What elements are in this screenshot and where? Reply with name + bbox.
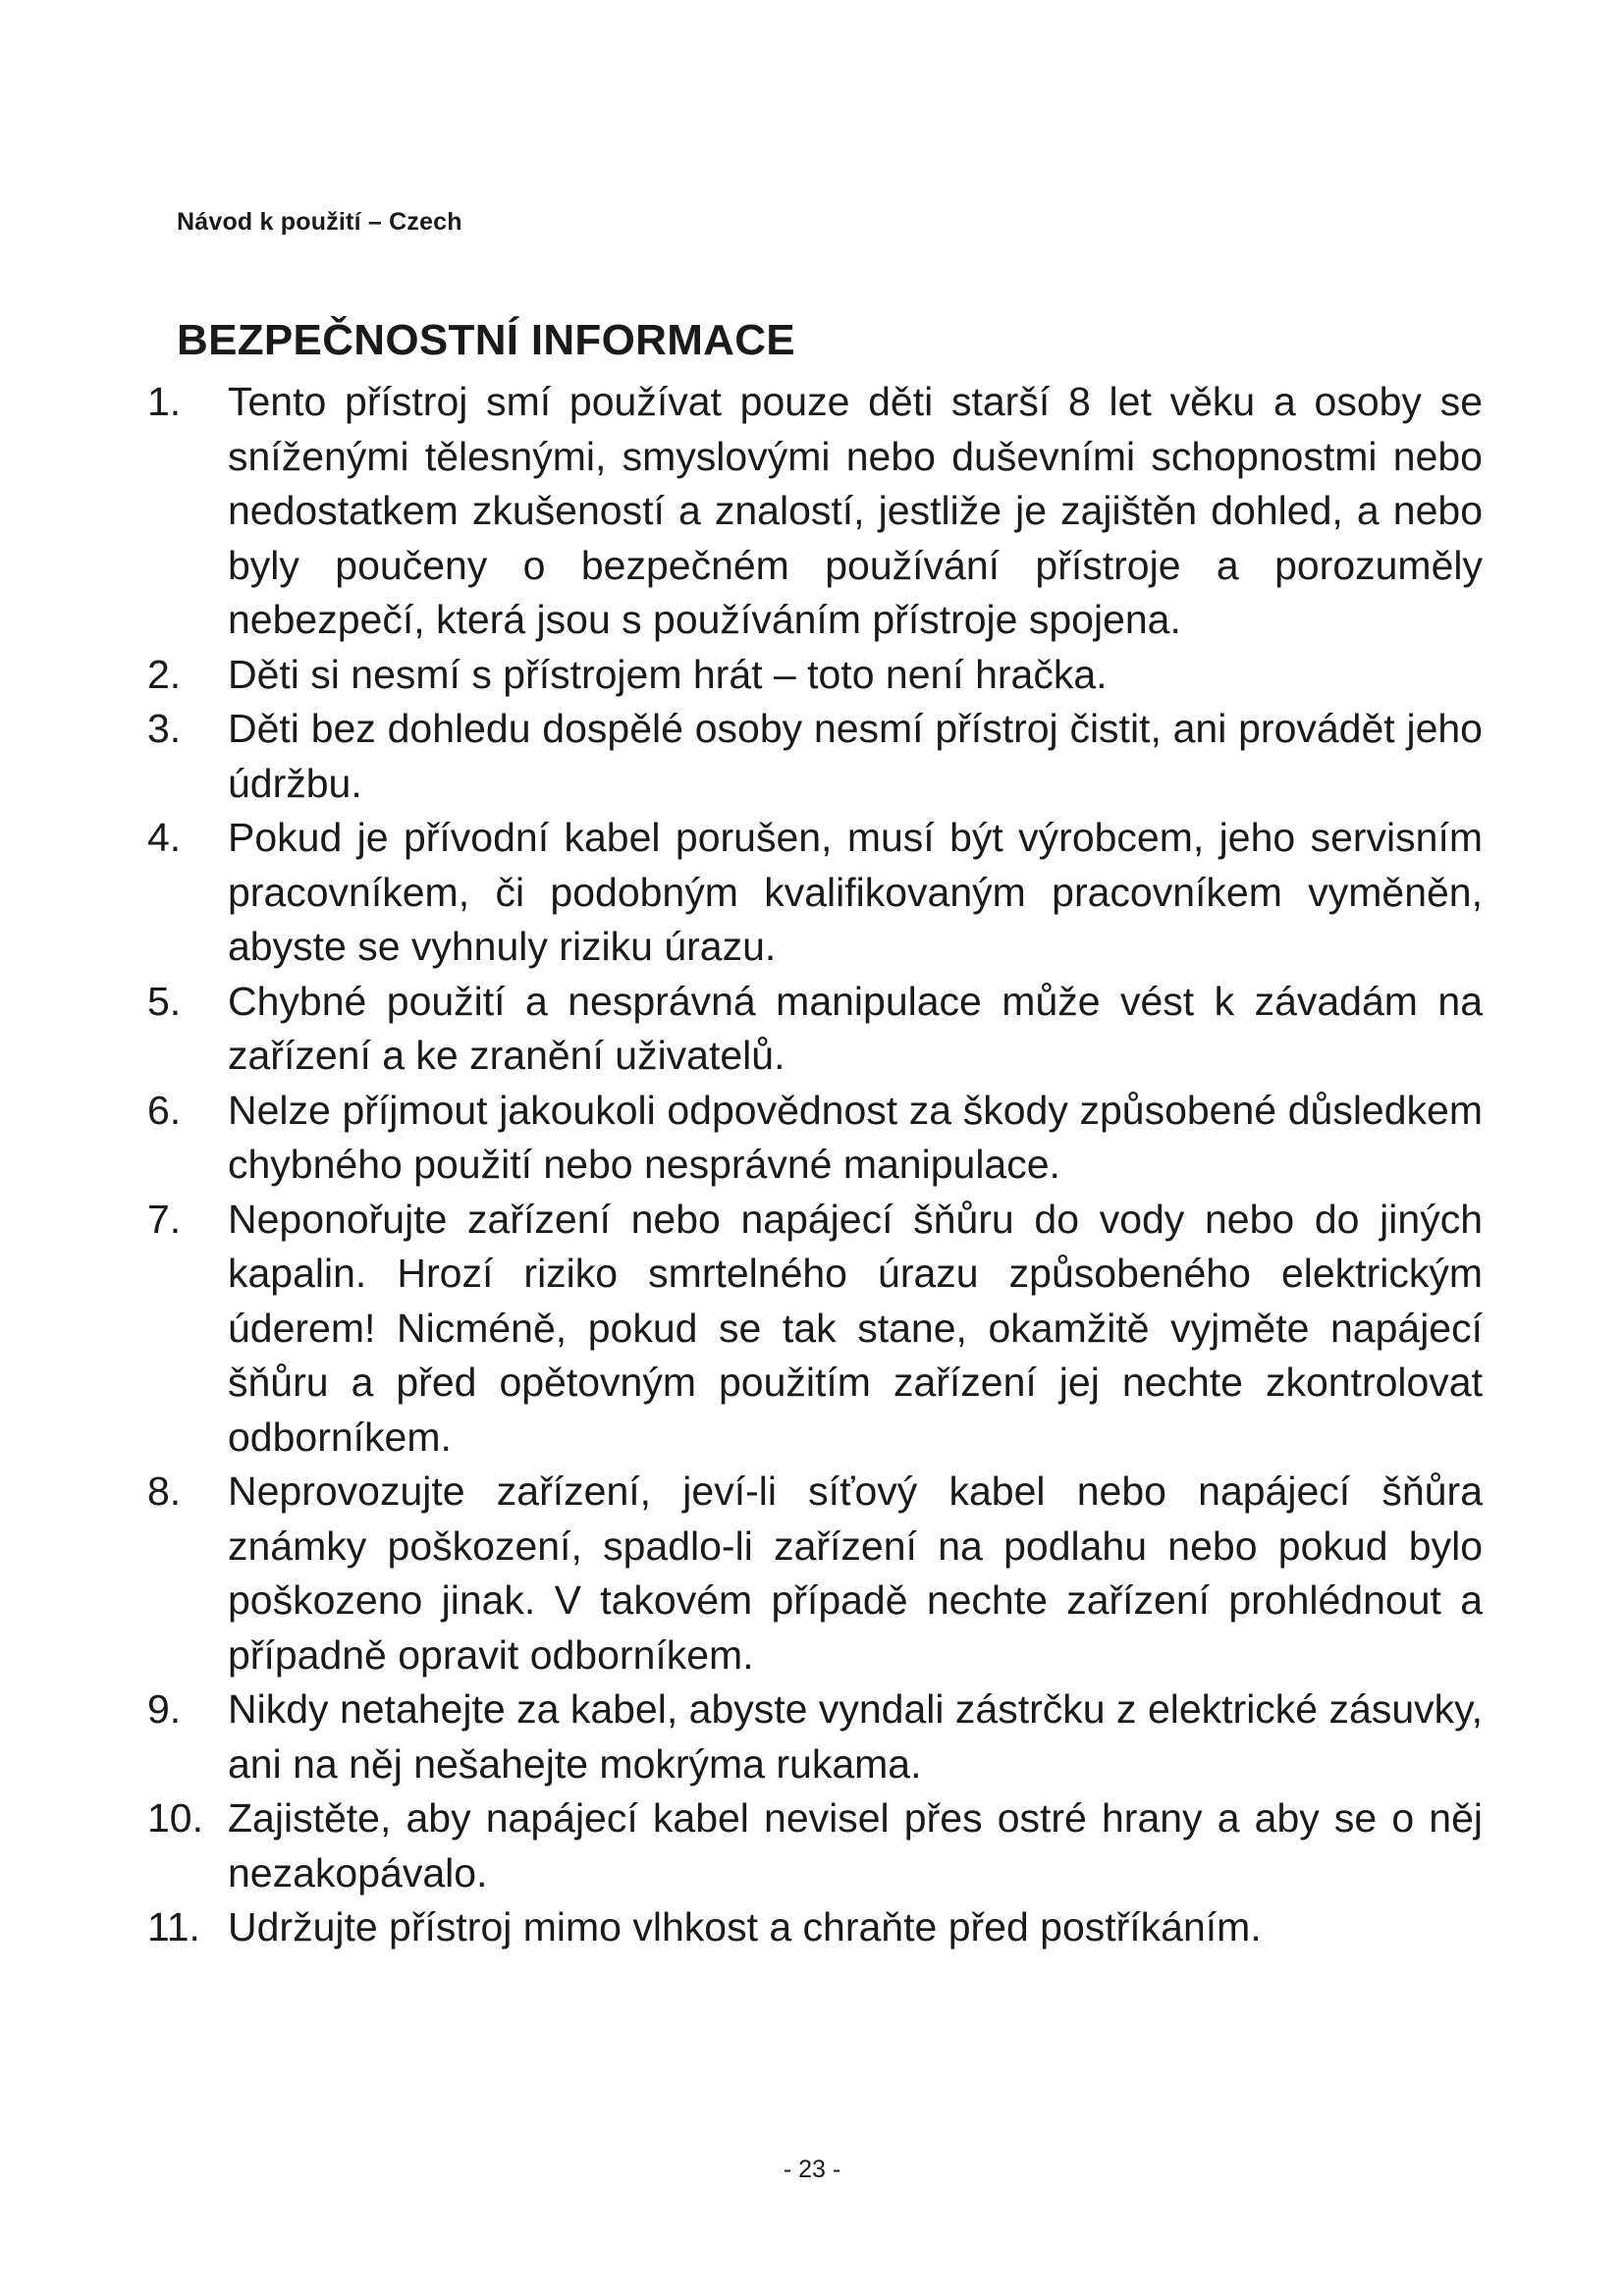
item-text: Chybné použití a nesprávná manipulace může vést k závadám na zařízení a ke zranění uživatelů.	[228, 978, 1483, 1078]
item-number: 10.	[147, 1795, 203, 1841]
item-text: Nelze příjmout jakoukoli odpovědnost za škody způsobené důsledkem chybného použití nebo nesprávné manipulace.	[228, 1087, 1483, 1187]
item-text: Nikdy netahejte za kabel, abyste vyndali zástrčku z elektrické zásuvky, ani na něj nešahejte mokrýma rukama.	[228, 1686, 1483, 1787]
list-item	[147, 1193, 1483, 1466]
item-number: 2.	[147, 651, 182, 697]
item-text: Děti bez dohledu dospělé osoby nesmí přístroj čistit, ani provádět jeho údržbu.	[228, 706, 1483, 806]
item-text: Udržujte přístroj mimo vlhkost a chraňte před postříkáním.	[228, 1904, 1262, 1949]
item-number: 7.	[147, 1196, 182, 1242]
item-text: Pokud je přívodní kabel porušen, musí být výrobcem, jeho servisním pracovníkem, či podobným kvalifikovaným pracovníkem vyměněn, abyste se vyhnuly riziku úrazu.	[228, 815, 1483, 969]
list-item	[147, 702, 1483, 811]
list-item	[147, 1900, 1483, 1955]
list-item	[147, 648, 1483, 703]
list-item	[147, 1465, 1483, 1682]
list-item	[147, 975, 1483, 1084]
item-number: 11.	[147, 1904, 200, 1949]
list-item	[147, 1682, 1483, 1791]
list-item	[147, 1084, 1483, 1193]
list-item	[147, 375, 1483, 648]
item-text: Neponořujte zařízení nebo napájecí šňůru do vody nebo do jiných kapalin. Hrozí riziko smrtelného úrazu způsobeného elektrickým úderem! Nicméně, pokud se tak stane, okamžitě vyjměte napájecí šňůru a před opětovným použitím zařízení jej nechte zkontrolovat odborníkem.	[228, 1196, 1483, 1460]
item-number: 3.	[147, 706, 182, 751]
item-number: 8.	[147, 1468, 182, 1514]
safety-instructions-list	[147, 375, 1483, 1955]
list-item	[147, 811, 1483, 975]
item-number: 5.	[147, 978, 182, 1024]
item-number: 6.	[147, 1087, 182, 1133]
running-header: Návod k použití – Czech	[177, 208, 462, 236]
section-title: BEZPEČNOSTNÍ INFORMACE	[177, 316, 795, 364]
page-number: - 23 -	[783, 2156, 841, 2183]
item-text: Děti si nesmí s přístrojem hrát – toto není hračka.	[228, 651, 1108, 697]
list-item	[147, 1791, 1483, 1900]
item-text: Neprovozujte zařízení, jeví-li síťový kabel nebo napájecí šňůra známky poškození, spadlo-li zařízení na podlahu nebo pokud bylo poškozeno jinak. V takovém případě nechte zařízení prohlédnout a případně opravit odborníkem.	[228, 1468, 1483, 1678]
item-text: Tento přístroj smí používat pouze děti starší 8 let věku a osoby se sníženými tělesnými, smyslovými nebo duševními schopnostmi nebo nedostatkem zkušeností a znalostí, jestliže je zajištěn dohled, a nebo byly poučeny o bezpečném používání přístroje a porozuměly nebezpečí, která jsou s používáním přístroje spojena.	[228, 379, 1483, 642]
item-number: 4.	[147, 815, 182, 860]
item-number: 1.	[147, 379, 182, 424]
item-number: 9.	[147, 1686, 182, 1732]
item-text: Zajistěte, aby napájecí kabel nevisel přes ostré hrany a aby se o něj nezakopávalo.	[228, 1795, 1483, 1896]
